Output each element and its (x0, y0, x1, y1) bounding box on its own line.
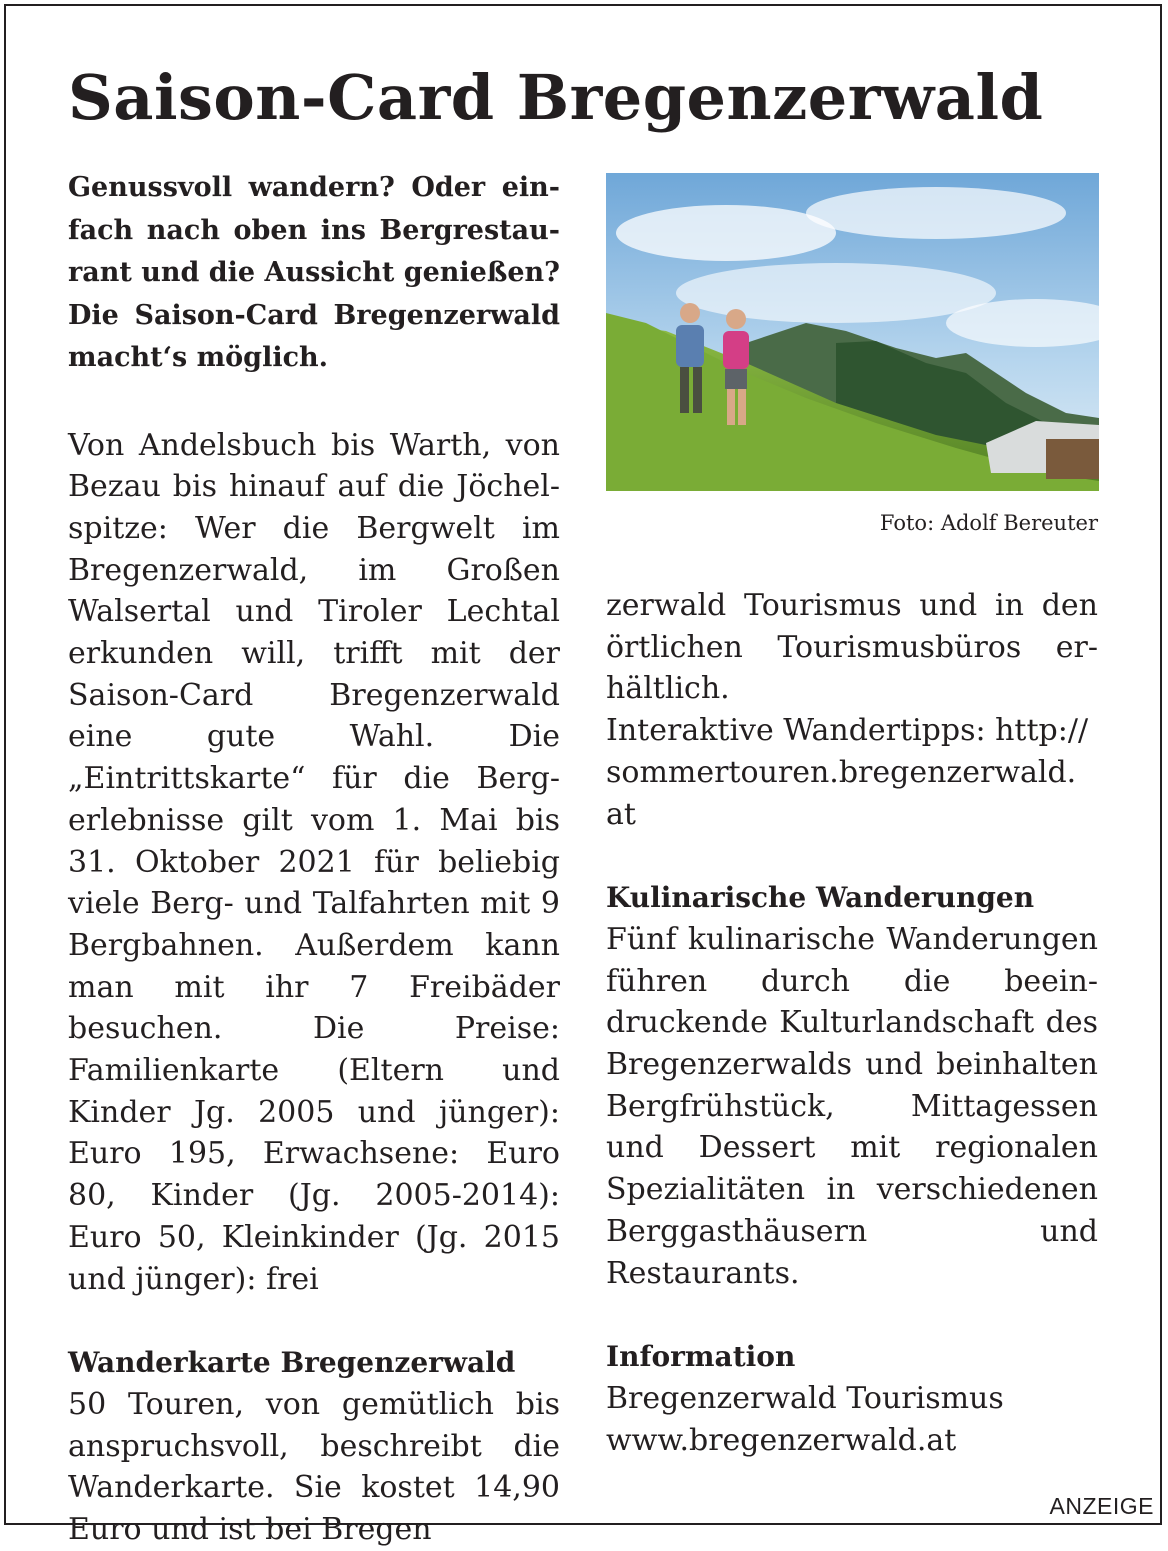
photo-caption: Foto: Adolf Bereuter (879, 511, 1098, 535)
wanderkarte-paragraph: 50 Touren, von gemütlich bis anspruchsvoll, beschreibt die Wanderkarte. Sie kostet 14,90 Euro und ist bei Bregen (68, 1386, 560, 1548)
heading-wanderkarte: Wanderkarte Bregenzerwald (68, 1346, 516, 1380)
hiking-photo (606, 173, 1099, 491)
left-column (68, 167, 560, 1551)
heading-kulinarisch: Kulinarische Wanderungen (606, 881, 1035, 915)
wanderkarte-continued: zerwald Tourismus und in den örtlichen Tourismusbüros erhältlich. (606, 588, 1098, 707)
info-organization: Bregenzerwald Tourismus (606, 1380, 1004, 1416)
lead-paragraph: Genussvoll wandern? Oder einfach nach oben ins Bergrestaurant und die Aussicht genießen? Die Saison-Card Bregenzerwald macht‘s möglich. (68, 172, 560, 373)
heading-information: Information (606, 1340, 796, 1374)
kulinarisch-paragraph: Fünf kulinarische Wanderungen führen durch die beeindruckende Kulturlandschaft des Bregenzerwalds und beinhalten Bergfrühstück, Mittagessen und Dessert mit regionalen Spezialitäten in verschiedenen Berggasthäusern und Restaurants. (606, 921, 1098, 1291)
body-paragraph: Von Andelsbuch bis Warth, von Bezau bis hinauf auf die Jöchelspitze: Wer die Bergwelt im Bregenzerwald, im Großen Walsertal und Tiroler Lechtal erkunden will, trifft mit der Saison-Card Bregenzerwald eine gute Wahl. Die „Eintrittskarte“ für die Bergerlebnisse gilt vom 1. Mai bis 31. Oktober 2021 für beliebig viele Berg- und Talfahrten mit 9 Bergbahnen. Außerdem kann man mit ihr 7 Freibäder besuchen. Die Preise: Familienkarte (Eltern und Kinder Jg. 2005 und jünger): Euro 195, Erwachsene: Euro 80, Kinder (Jg. 2005-2014): Euro 50, Kleinkinder (Jg. 2015 und jünger): frei (68, 427, 560, 1297)
info-website: www.bregenzerwald.at (606, 1422, 957, 1458)
wandertipps-link-text: Interaktive Wandertipps: http:// sommertouren.bregenzerwald. at (606, 713, 1089, 832)
article-title: Saison-Card Bregenzerwald (68, 61, 1044, 134)
advertisement-label: ANZEIGE (1049, 1493, 1154, 1519)
right-column (606, 585, 1098, 1461)
